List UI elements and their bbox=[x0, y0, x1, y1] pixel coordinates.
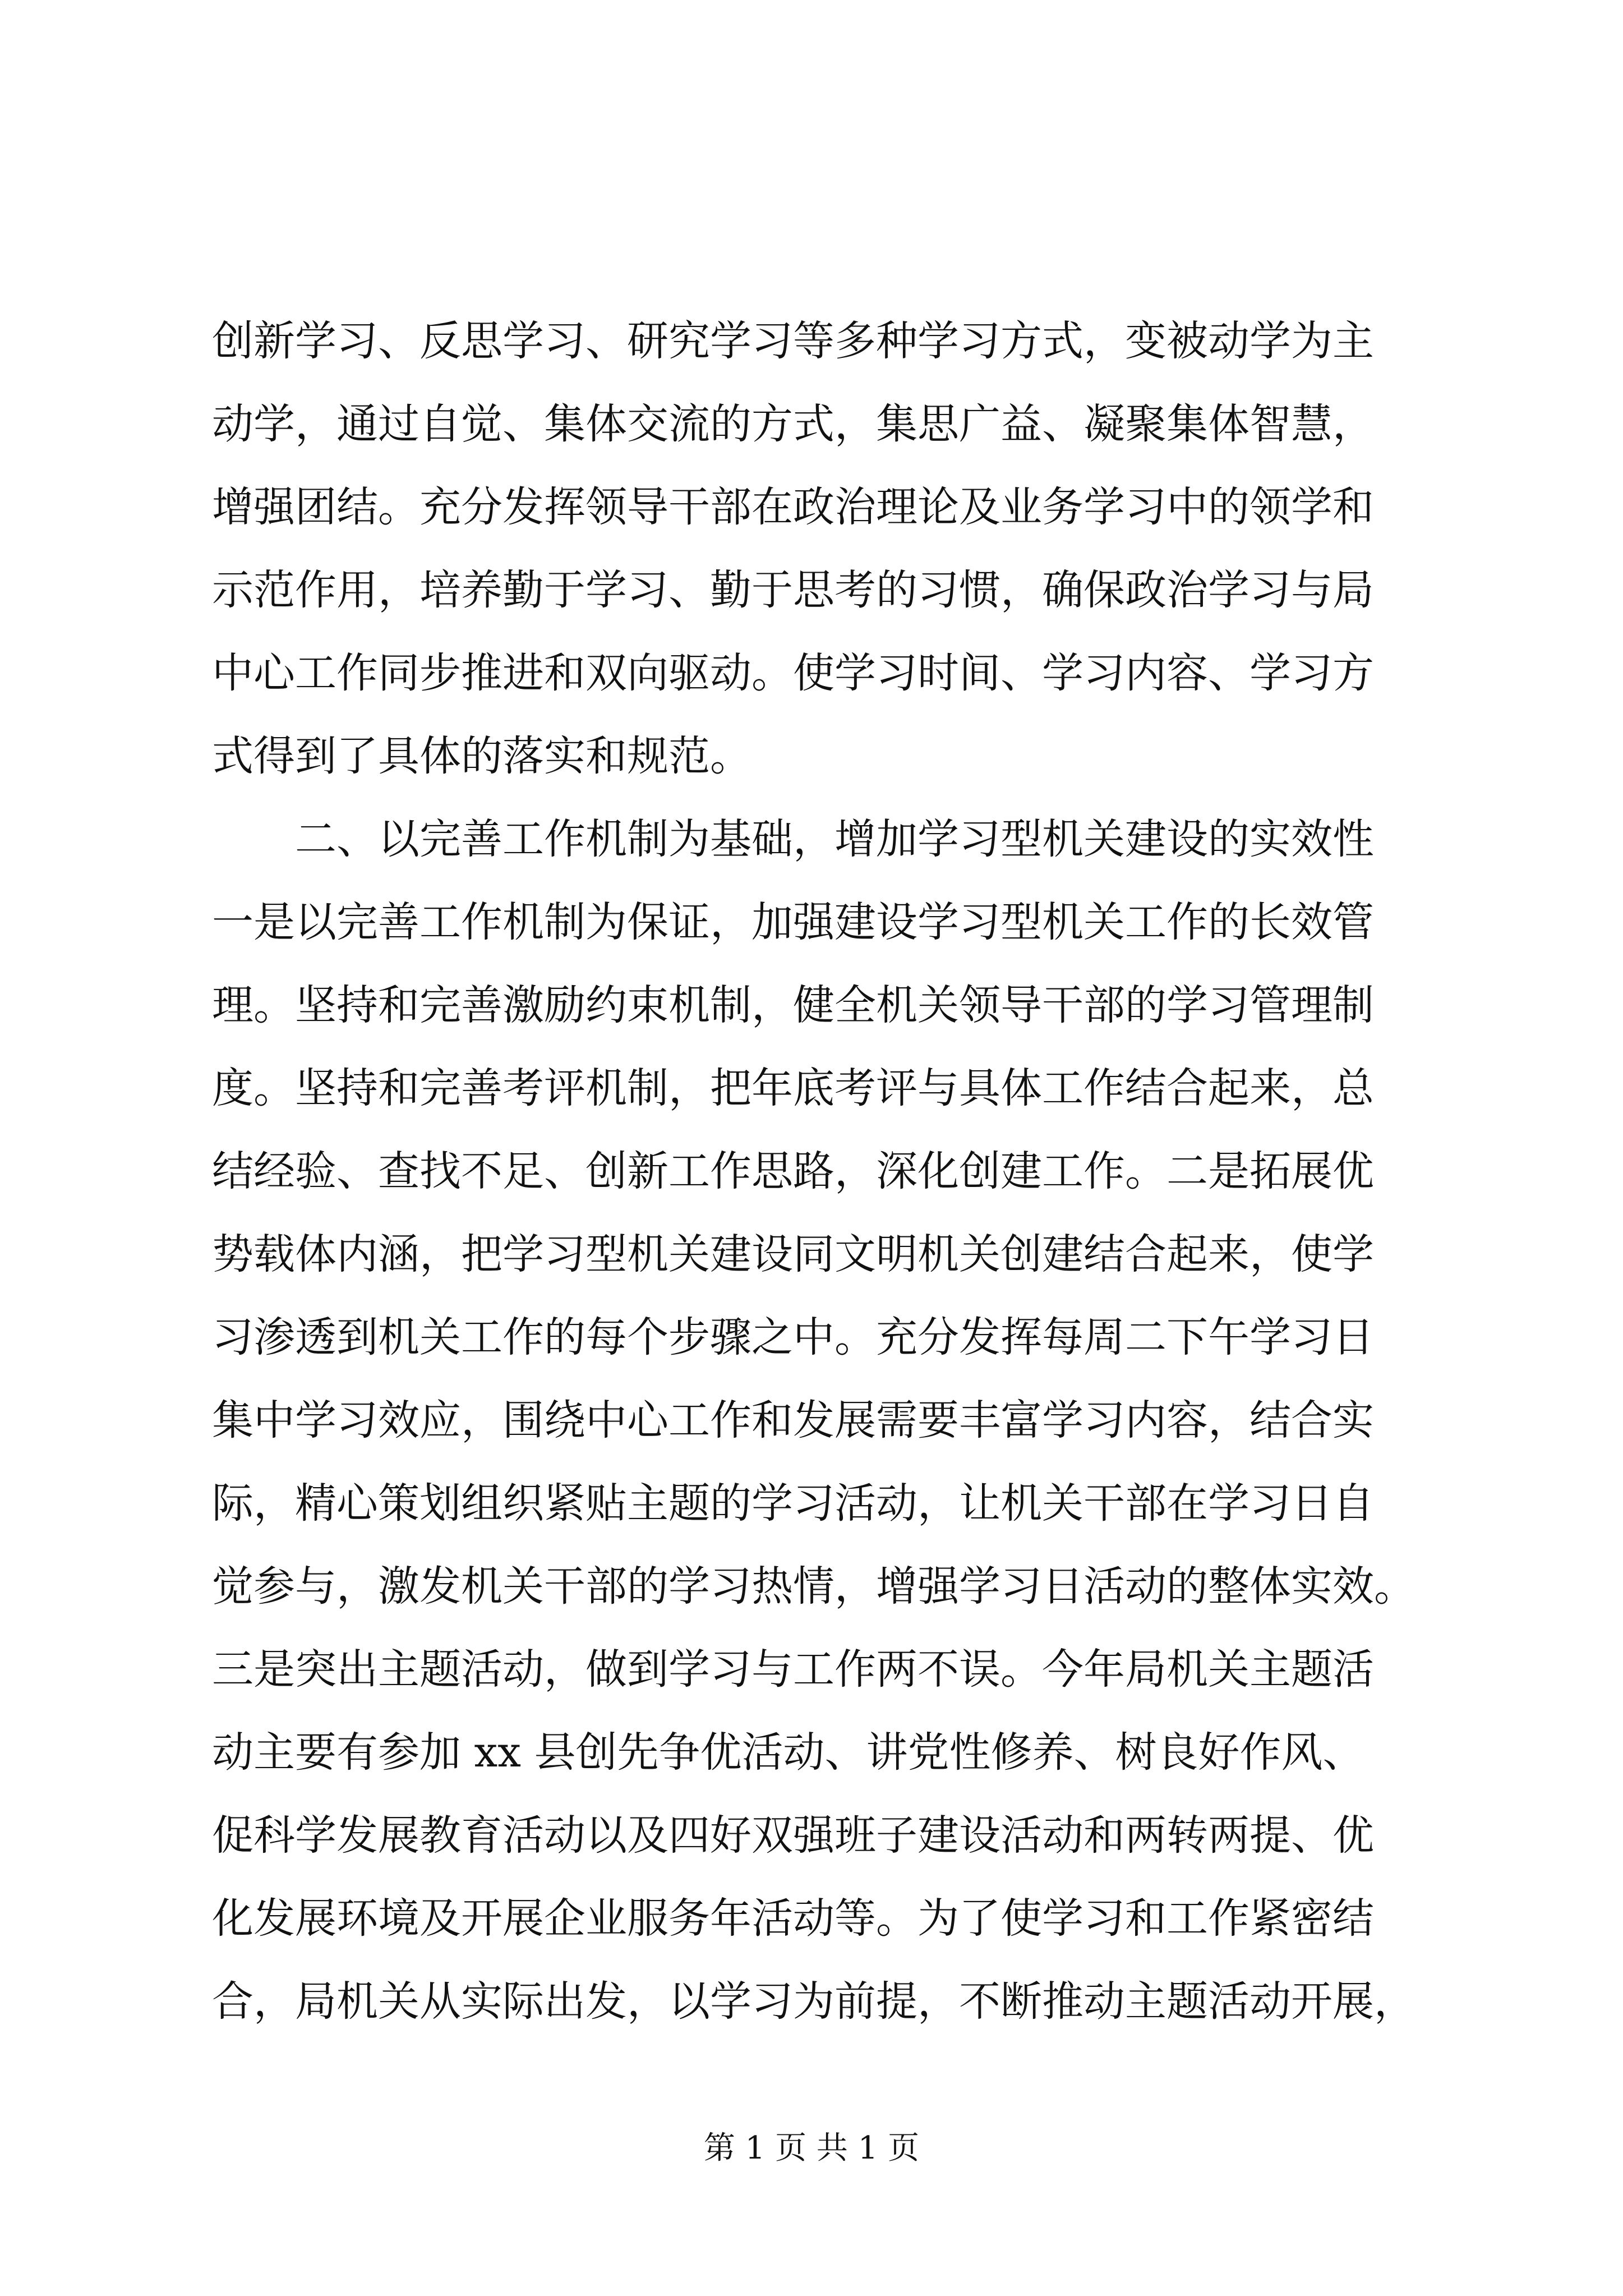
text-line: 觉参与，激发机关干部的学习热情，增强学习日活动的整体实效。 bbox=[212, 1562, 1415, 1611]
page-footer bbox=[0, 2129, 1623, 2168]
text-line: 习渗透到机关工作的每个步骤之中。充分发挥每周二下午学习日 bbox=[212, 1313, 1374, 1361]
text-line: 动主要有参加 xx 县创先争优活动、讲党性修养、树良好作风、 bbox=[212, 1728, 1364, 1777]
text-line: 式得到了具体的落实和规范。 bbox=[212, 732, 751, 780]
section-heading: 二、以完善工作机制为基础，增加学习型机关建设的实效性 bbox=[212, 815, 1374, 863]
text-line: 三是突出主题活动，做到学习与工作两不误。今年局机关主题活 bbox=[212, 1645, 1374, 1694]
text-line: 增强团结。充分发挥领导干部在政治理论及业务学习中的领学和 bbox=[212, 483, 1374, 531]
page-number: 第 1 页 共 1 页 bbox=[703, 2130, 920, 2166]
text-line: 集中学习效应，围绕中心工作和发展需要丰富学习内容，结合实 bbox=[212, 1396, 1374, 1444]
text-line: 化发展环境及开展企业服务年活动等。为了使学习和工作紧密结 bbox=[212, 1894, 1374, 1943]
text-line: 理。坚持和完善激励约束机制，健全机关领导干部的学习管理制 bbox=[212, 981, 1374, 1029]
text-line: 合，局机关从实际出发，以学习为前提，不断推动主题活动开展， bbox=[212, 1977, 1415, 2026]
text-line: 一是以完善工作机制为保证，加强建设学习型机关工作的长效管 bbox=[212, 898, 1374, 946]
text-line: 创新学习、反思学习、研究学习等多种学习方式，变被动学为主 bbox=[212, 317, 1374, 365]
text-line: 际，精心策划组织紧贴主题的学习活动，让机关干部在学习日自 bbox=[212, 1479, 1374, 1527]
text-line: 示范作用，培养勤于学习、勤于思考的习惯，确保政治学习与局 bbox=[212, 566, 1374, 614]
text-line: 势载体内涵，把学习型机关建设同文明机关创建结合起来，使学 bbox=[212, 1230, 1374, 1278]
text-line: 度。坚持和完善考评机制，把年底考评与具体工作结合起来，总 bbox=[212, 1064, 1374, 1112]
text-line: 中心工作同步推进和双向驱动。使学习时间、学习内容、学习方 bbox=[212, 649, 1374, 697]
text-line: 动学，通过自觉、集体交流的方式，集思广益、凝聚集体智慧， bbox=[212, 400, 1374, 448]
body-text bbox=[212, 300, 1418, 2043]
text-line: 促科学发展教育活动以及四好双强班子建设活动和两转两提、优 bbox=[212, 1811, 1374, 1860]
text-line: 结经验、查找不足、创新工作思路，深化创建工作。二是拓展优 bbox=[212, 1147, 1374, 1195]
